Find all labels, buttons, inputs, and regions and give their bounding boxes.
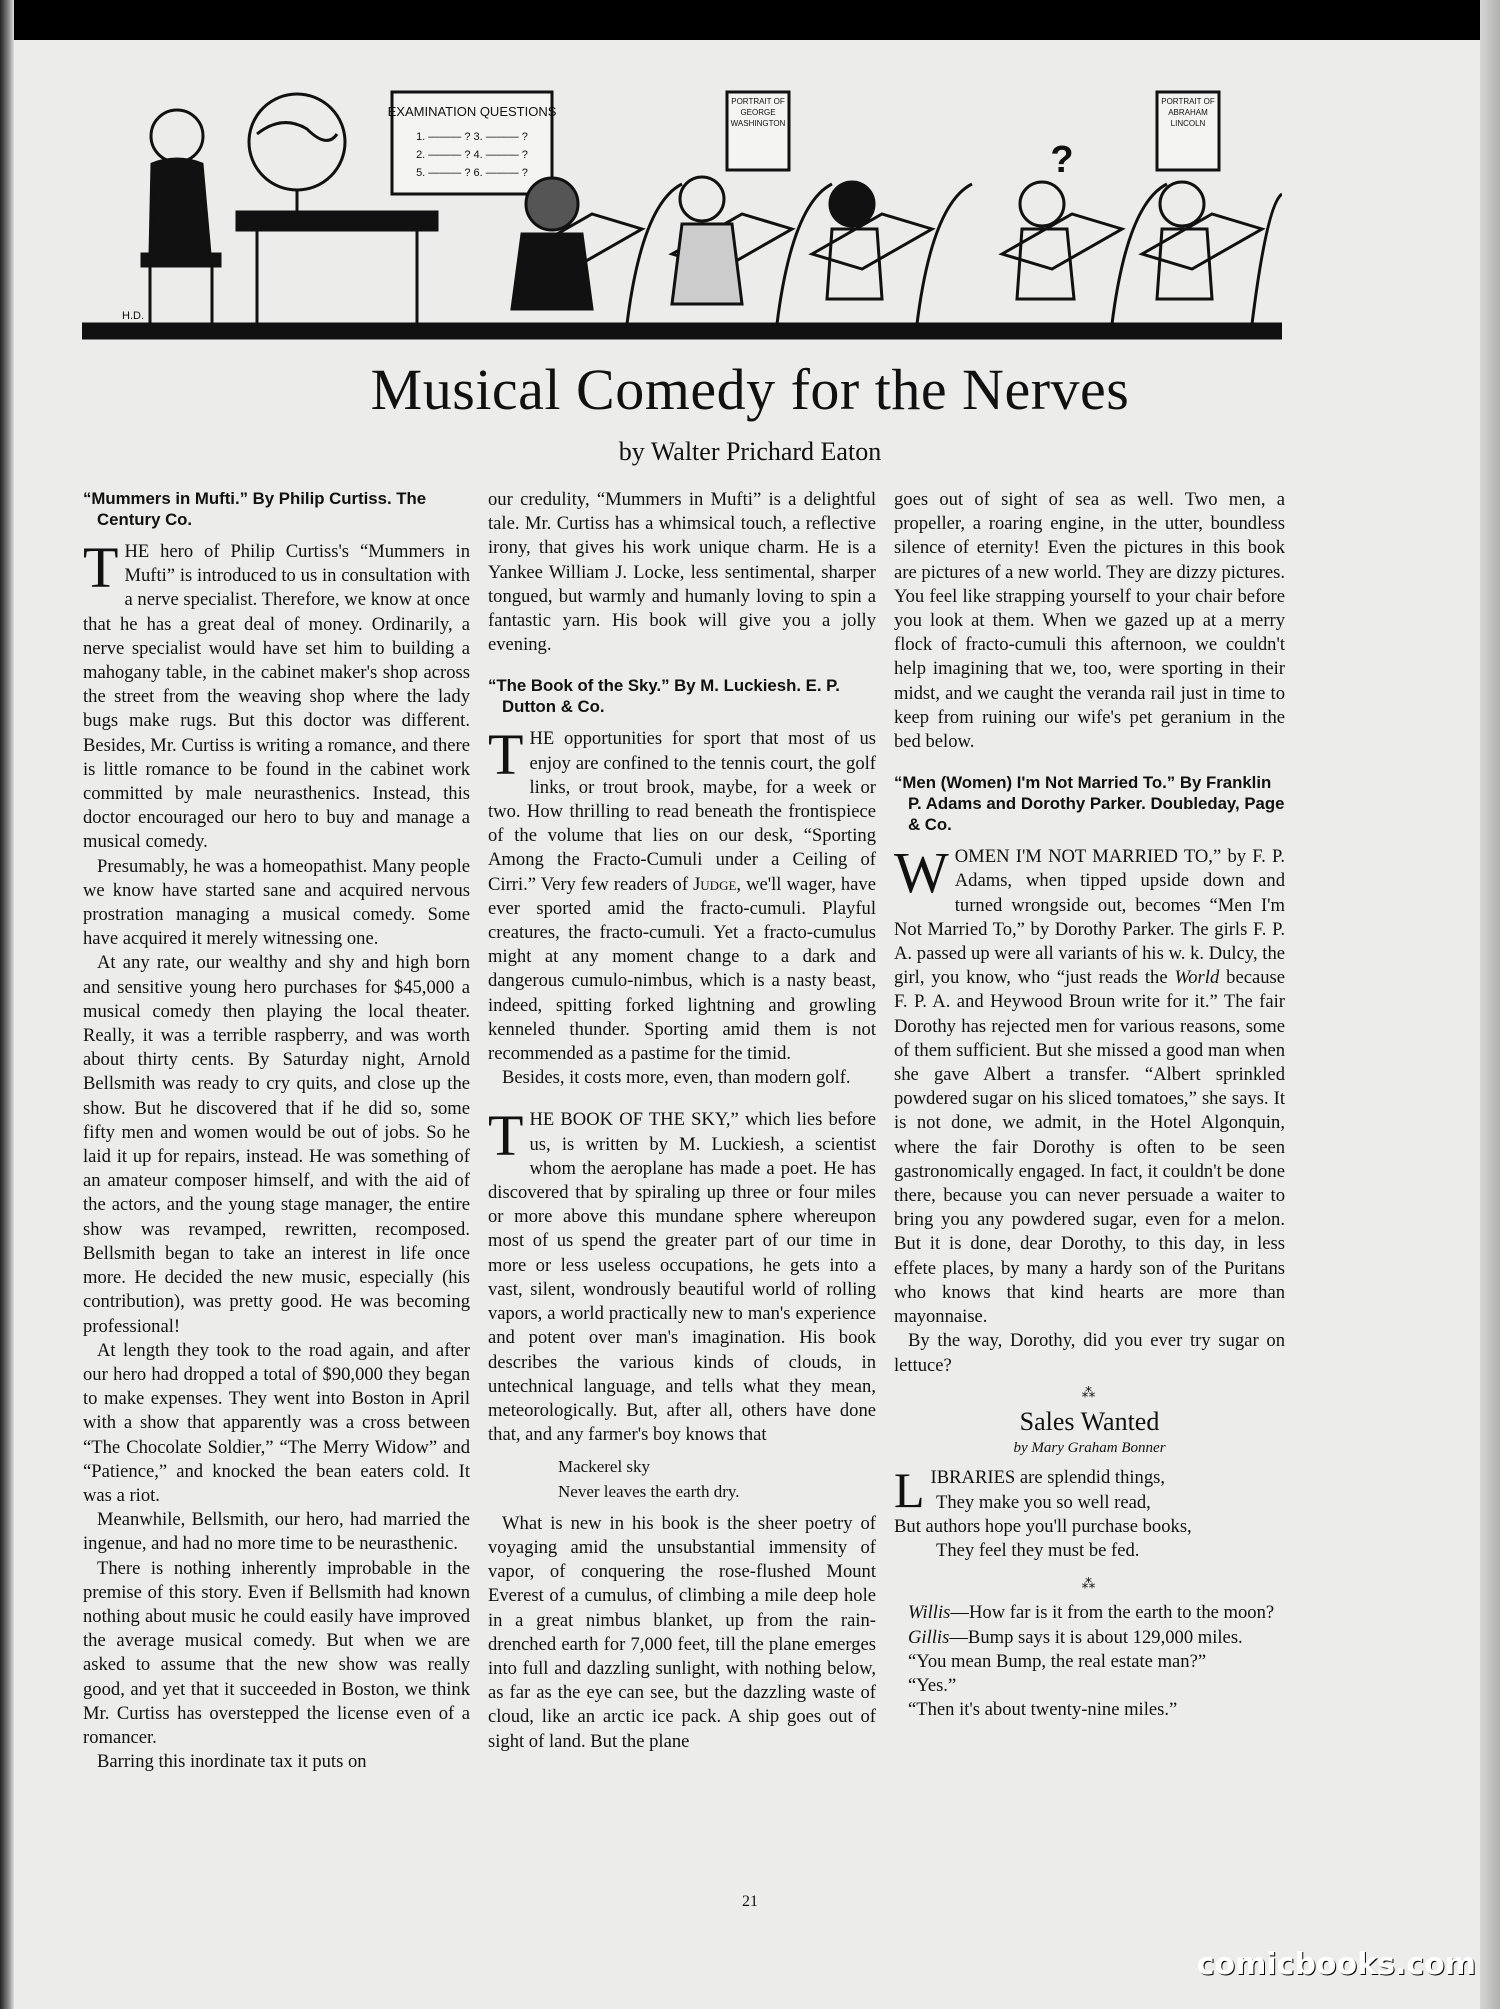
student-girl-curly — [526, 178, 578, 230]
column-3 — [894, 488, 1285, 1722]
paragraph: WOMEN I'M NOT MARRIED TO,” by F. P. Adams, when tipped upside down and turned wrongside out, becomes “Men I'm Not Married To,” by Dorothy Parker. The girls F. P. A. passed up were all variants of his w. k. Dulcy, the girl, you know, who “just reads the World because F. P. A. and Heywood Broun write for it.” The fair Dorothy has rejected men for various reasons, some of them sufficient. But she missed a good man when she gave Albert a transfer. “Albert sprinkled powdered sugar on his sliced tomatoes,” she says. It is not done, we admit, in the Hotel Algonquin, where the fair Dorothy is often to be seen gastronomically engaged. In fact, it couldn't be done there, because you can never persuade a waiter to bring you any powdered sugar, even for a melon. But it is done, dear Dorothy, to this day, in less effete places, by many a hardy son of the Puritans who knows that kind hearts are more than mayonnaise. — [894, 840, 1285, 1328]
poem-line: But authors hope you'll purchase books, — [894, 1515, 1192, 1537]
paragraph: THE opportunities for sport that most of us enjoy are confined to the tennis court, the golf links, or trout brook, maybe, for a week or two. How thrilling to read beneath the frontispiece of the volume that lies on our desk, “Sporting Among the Fracto-Cumuli under a Ceiling of Cirri.” Very few readers of Judge, we'll wager, have ever sported amid the fracto-cumuli. Playful creatures, the fracto-cumuli. Yet a fracto-cumulus might at any moment change to a dark and dangerous cumulo-nimbus, which is a nasty beast, indeed, spitting forked lightning and growling kenneled thunder. Sporting amid them is not recommended as a pastime for the timid. — [488, 722, 876, 1065]
paragraph: What is new in his book is the sheer poetry of voyaging amid the unsubstantial immensity of vapor, of conquering the rose-flushed Mount Everest of a cumulus, of climbing a mile deep hole in a great nimbus blanket, up from the rain-drenched earth for 7,000 feet, till the plane emerges into full and dazzling sunlight, with nothing below, as far as the eye can see, but the dazzling waste of cloud, like an arctic ice pack. A ship goes out of sight of land. But the plane — [488, 1512, 876, 1752]
review-heading: “Men (Women) I'm Not Married To.” By Franklin P. Adams and Dorothy Parker. Doubleday, Page & Co. — [894, 773, 1285, 835]
portrait-right-label: PORTRAIT OF ABRAHAM LINCOLN — [1161, 97, 1215, 128]
paragraph: Barring this inordinate tax it puts on — [97, 1751, 367, 1773]
paragraph: Besides, it costs more, even, than modern golf. — [502, 1067, 851, 1089]
poem-line: They make you so well read, — [936, 1491, 1151, 1513]
watermark: comicbooks.com — [1196, 1947, 1476, 1982]
ornament: ⁂ — [1081, 1385, 1098, 1401]
review-heading: “The Book of the Sky.” By M. Luckiesh. E. P. Dutton & Co. — [488, 676, 840, 717]
poem — [894, 1462, 1285, 1563]
drop-cap: T — [488, 1103, 524, 1169]
globe-icon — [249, 94, 345, 190]
exam-board-line: 2. ——— ? 4. ——— ? — [416, 149, 528, 161]
teacher-desk-top — [237, 212, 437, 230]
page-number: 21 — [742, 1893, 758, 1910]
article-title: Musical Comedy for the Nerves — [370, 357, 1130, 422]
drop-cap: W — [894, 840, 949, 906]
sub-article-title: Sales Wanted — [1019, 1406, 1160, 1436]
review-heading: “Mummers in Mufti.” By Philip Curtiss. The Century Co. — [83, 489, 427, 529]
verse-line: Never leaves the earth dry. — [558, 1481, 740, 1501]
ornament: ⁂ — [1081, 1577, 1098, 1593]
exam-board-line: 5. ——— ? 6. ——— ? — [416, 167, 528, 179]
paragraph: goes out of sight of sea as well. Two men, a propeller, a roaring engine, in the utter, boundless silence of eternity! Even the pictures in this book are pictures of a new world. They are dizzy pictures. You feel like strapping yourself to your chair before you look at them. When we gazed up at a merry flock of fracto-cumuli this afternoon, we couldn't help imagining that we, too, were sporting in their midst, and we caught the veranda rail just in time to keep from ruining our wife's pet geranium in the bed below. — [894, 489, 1285, 753]
article-byline: by Walter Prichard Eaton — [618, 437, 882, 466]
joke-line: “Yes.” — [908, 1674, 957, 1696]
teacher-head — [151, 110, 203, 162]
teacher-body — [150, 159, 210, 254]
floor-band — [82, 324, 1282, 338]
paragraph: At length they took to the road again, and after our hero had dropped a total of $90,000 they began to make expenses. They went into Boston in April with a show that apparently was a cross between “The Chocolate Soldier,” “The Merry Widow” and “Patience,” and knocked the bean eaters cold. It was a riot. — [83, 1339, 470, 1506]
drop-cap: T — [83, 535, 119, 600]
exam-board-title: EXAMINATION QUESTIONS — [387, 104, 557, 119]
poem-line: They feel they must be fed. — [936, 1539, 1140, 1561]
artist-signature: H.D. — [122, 310, 144, 322]
paragraph: THE hero of Philip Curtiss's “Mummers in Mufti” is introduced to us in consultation with a nerve specialist. Therefore, we know at once that he has a great deal of money. Ordinarily, a nerve specialist would have set him to building a mahogany table, in the cabinet maker's shop across the street from the weaving shop where the lady bugs make rugs. But this doctor was different. Besides, Mr. Curtiss is writing a romance, and there is little romance to be found in the cabinet work committed by male neurasthenics. Instead, this doctor encouraged our hero to buy and manage a musical comedy. — [83, 535, 470, 853]
binding-fold — [0, 0, 14, 2009]
portrait-left-label: PORTRAIT OF GEORGE WASHINGTON — [730, 97, 786, 128]
column-2 — [488, 488, 876, 1754]
classroom-illustration — [82, 54, 1282, 344]
student-boy — [830, 182, 874, 226]
joke-line: Gillis—Bump says it is about 129,000 miles. — [908, 1626, 1243, 1648]
drop-cap: T — [488, 722, 524, 788]
student-confused — [1020, 182, 1064, 226]
joke-line: “Then it's about twenty-nine miles.” — [908, 1699, 1178, 1721]
scan-edge — [1480, 0, 1500, 2009]
student-girl-bow — [680, 177, 724, 221]
question-mark: ? — [1050, 139, 1074, 181]
joke-line: Willis—How far is it from the earth to the moon? — [908, 1602, 1275, 1624]
joke-line: “You mean Bump, the real estate man?” — [908, 1650, 1207, 1672]
drop-cap: L — [894, 1462, 925, 1519]
paragraph: our credulity, “Mummers in Mufti” is a delightful tale. Mr. Curtiss has a whimsical touch, a reflective irony, that gives his work unique charm. He is a Yankee William J. Locke, less sentimental, sharper tongued, but warmly and humanly loving to spin a fantastic yarn. His book will give you a jolly evening. — [488, 489, 876, 656]
exam-board-line: 1. ——— ? 3. ——— ? — [416, 131, 528, 143]
paragraph: By the way, Dorothy, did you ever try sugar on lettuce? — [894, 1330, 1285, 1376]
verse-line: Mackerel sky — [558, 1457, 651, 1477]
student-desks — [522, 184, 1282, 324]
paragraph: There is nothing inherently improbable in the premise of this story. Even if Bellsmith had known nothing about music he could easily have improved the average musical comedy. But when we are asked to assume that the new show was really good, and yet that it succeeded in Boston, we think Mr. Curtiss has overstepped the license even of a romancer. — [83, 1557, 470, 1748]
paragraph: Meanwhile, Bellsmith, our hero, had married the ingenue, and had no more time to be neurasthenic. — [83, 1509, 470, 1555]
paragraph: At any rate, our wealthy and shy and high born and sensitive young hero purchases for $45,000 a musical comedy then playing the local theater. Really, it was a terrible raspberry, and was worth about thirty cents. By Saturday night, Arnold Bellsmith was ready to cry quits, and close up the show. But he discovered that if he did so, some fifty men and women would be out of jobs. So he laid it up for repairs, instead. He was something of an amateur composer himself, and with the aid of the actors, and the young stage manager, the entire show was revamped, rewritten, recomposed. Bellsmith began to take an interest in life once more. He decided the new music, especially (his contribution), was pretty good. He was becoming professional! — [83, 952, 470, 1337]
paragraph: Presumably, he was a homeopathist. Many people we know have started sane and acquired nervous prostration managing a musical comedy. Some have acquired it merely witnessing one. — [83, 855, 470, 950]
sub-article-byline: by Mary Graham Bonner — [1013, 1440, 1166, 1457]
poem-line: IBRARIES are splendid things, — [930, 1467, 1166, 1489]
paragraph: THE BOOK OF THE SKY,” which lies before us, is written by M. Luckiesh, a scientist whom the aeroplane has made a poet. He has discovered that by spiraling up three or four miles or more above this mundane sphere whereupon most of us spend the greater part of our time in more or less useless occupations, he gets into a vast, silent, wondrously beautiful world of rolling vapors, a world practically new to man's experience and potent over man's imagination. His book describes the various kinds of clouds, in untechnical language, and tells what they mean, meteorologically. But, after all, others have done that, and any farmer's boy knows that — [488, 1103, 876, 1446]
column-1 — [83, 488, 470, 1774]
student-right — [1160, 182, 1204, 226]
